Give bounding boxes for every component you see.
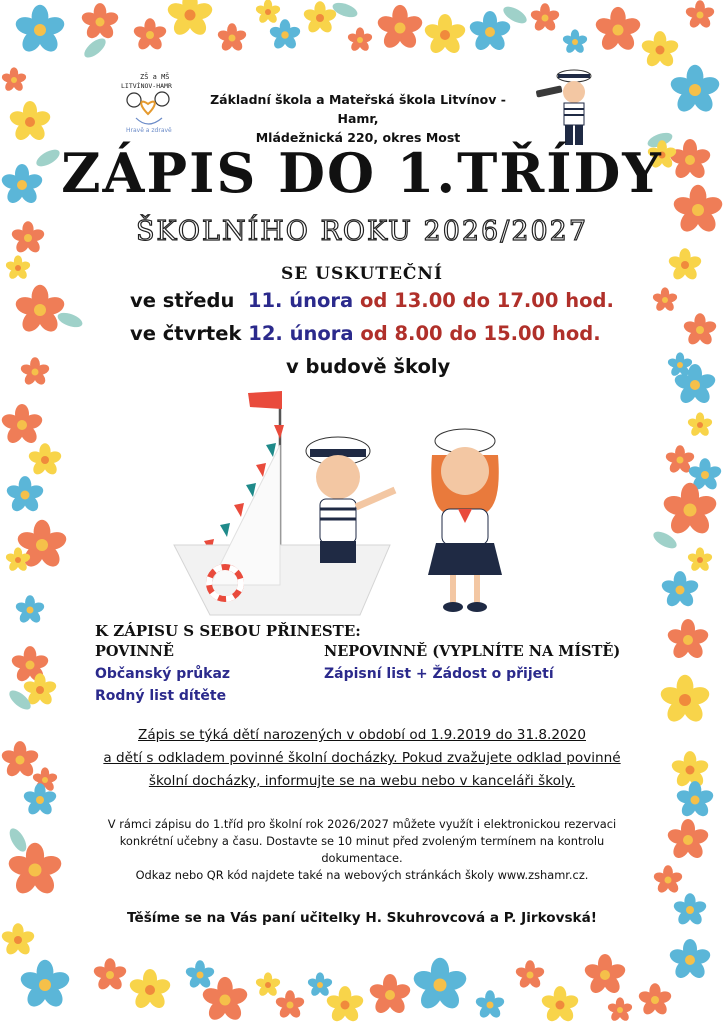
school-name-line-1: Základní škola a Mateřská škola Litvínov - Hamr, — [210, 92, 506, 126]
info-line-1: V rámci zápisu do 1.tříd pro školní rok 2026/2027 můžete využít i elektronickou rezervaci — [107, 817, 617, 831]
page-title: ZÁPIS DO 1.TŘÍDY — [61, 141, 663, 205]
school-logo — [112, 70, 190, 140]
sailor-kids-boat-illustration — [170, 385, 520, 620]
enrollment-note — [0, 724, 724, 793]
required-label: POVINNĚ — [95, 643, 174, 660]
info-line-2: konkrétní učebny a času. Dostavte se 10 minut před zvoleným termínem na kontrolu — [119, 834, 605, 848]
info-line-4: Odkaz nebo QR kód najdete také na webových stránkách školy www.zshamr.cz. — [135, 868, 589, 882]
required-item-1: Občanský průkaz — [95, 666, 231, 682]
closing-message: Těšíme se na Vás paní učitelky H. Skuhrovcová a P. Jirkovská! — [127, 910, 597, 926]
note-line-1: Zápis se týká dětí narozených v období od 1.9.2019 do 31.8.2020 — [138, 727, 586, 743]
reservation-info — [0, 816, 724, 884]
date-row-1-date: 11. února — [247, 289, 354, 312]
school-year-subtitle: ŠKOLNÍHO ROKU 2026/2027 — [135, 216, 589, 247]
school-address: Mládežnická 220, okres Most — [255, 130, 461, 145]
note-line-2: a dětí s odkladem povinné školní docházky. Pokud zvažujete odklad povinné — [103, 750, 621, 766]
date-row-1 — [130, 288, 614, 314]
optional-label: NEPOVINNĚ (VYPLNÍTE NA MÍSTĚ) — [324, 643, 621, 660]
info-line-3: dokumentace. — [321, 851, 403, 865]
date-row-1-day: ve středu — [130, 289, 235, 312]
date-row-2-day: ve čtvrtek — [130, 322, 242, 345]
bring-heading: K ZÁPISU S SEBOU PŘINESTE: — [95, 622, 361, 640]
logo-line-2: LITVÍNOV-HAMR — [121, 82, 172, 90]
date-row-2-time: od 8.00 do 15.00 hod. — [360, 322, 601, 345]
location: v budově školy — [286, 355, 451, 378]
note-line-3: školní docházky, informujte se na webu nebo v kanceláři školy. — [148, 773, 576, 789]
held-label: SE USKUTEČNÍ — [281, 264, 443, 284]
optional-item-1: Zápisní list + Žádost o přijetí — [324, 666, 554, 682]
required-item-2: Rodný list dítěte — [95, 688, 227, 704]
logo-line-3: Hravě a zdravě — [126, 127, 172, 134]
date-row-2 — [130, 321, 601, 347]
logo-line-1: ZŠ a MŠ — [140, 73, 170, 81]
date-row-1-time: od 13.00 do 17.00 hod. — [360, 289, 614, 312]
school-name — [208, 90, 508, 147]
sailor-telescope-illustration — [532, 66, 598, 148]
date-row-2-date: 12. února — [248, 322, 354, 345]
